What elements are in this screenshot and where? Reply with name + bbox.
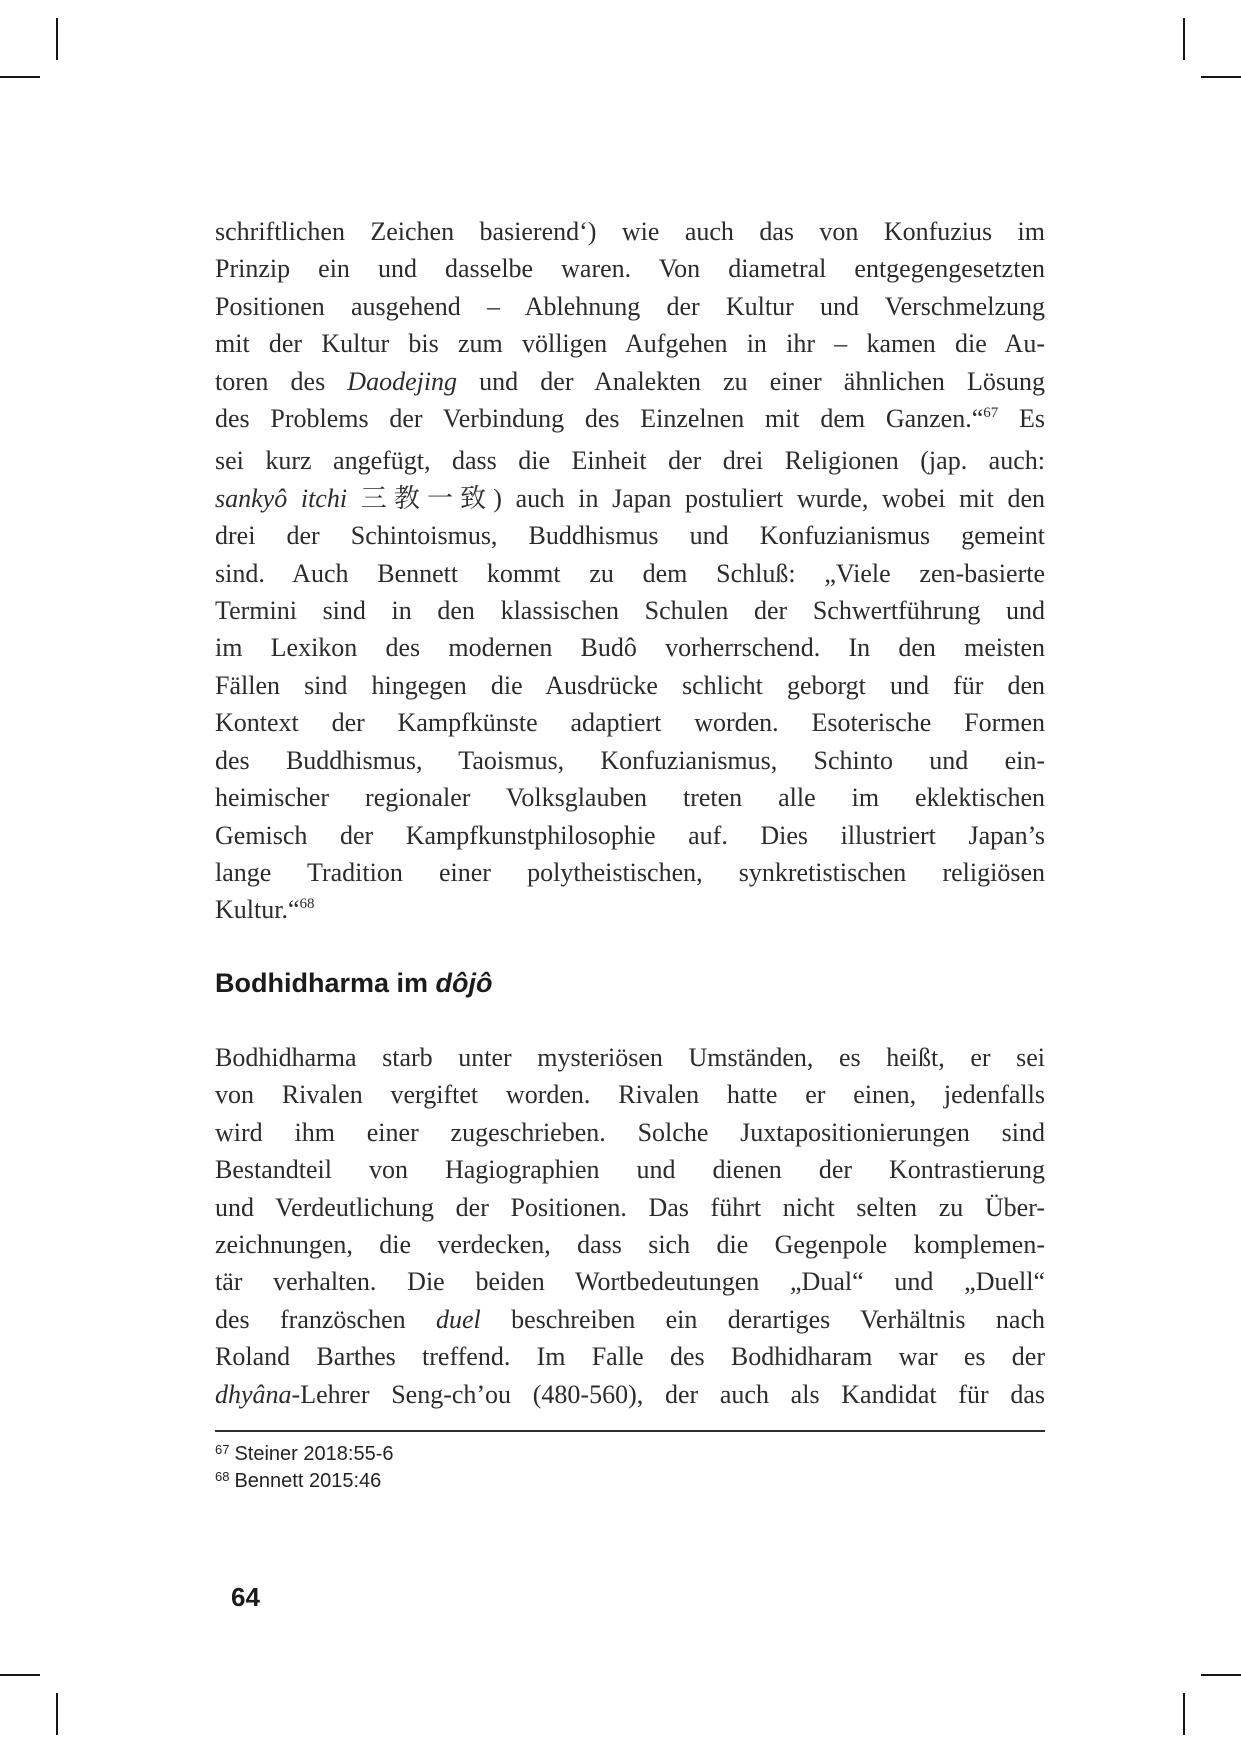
- text-line: [215, 1151, 1045, 1188]
- text-segment: des Buddhismus, Taoismus, Konfuzianismus, Schinto und ein-: [215, 745, 1045, 775]
- text-segment: Bodhidharma im: [215, 968, 436, 998]
- text-segment: 三教一致) auch in Japan postuliert wurde, wobei mit den: [347, 483, 1045, 513]
- text-line: [215, 817, 1045, 854]
- text-segment: im Lexikon des modernen Budô vorherrschend. In den meisten: [215, 633, 1045, 663]
- body-paragraph-1: [215, 213, 1045, 934]
- section-heading: [215, 966, 493, 1000]
- text-segment: Roland Barthes treffend. Im Falle des Bodhidharam war es der: [215, 1342, 1045, 1372]
- crop-mark-bottom-right-horizontal: [1201, 1674, 1241, 1676]
- text-segment: von Rivalen vergiftet worden. Rivalen hatte er einen, jedenfalls: [215, 1080, 1045, 1110]
- text-segment: sind. Auch Bennett kommt zu dem Schluß: „Viele zen-basierte: [215, 558, 1045, 588]
- text-segment: Prinzip ein und dasselbe waren. Von diametral entgegengesetzten: [215, 254, 1045, 284]
- text-segment: Bodhidharma starb unter mysteriösen Umständen, es heißt, er sei: [215, 1043, 1045, 1072]
- text-segment: Daodejing: [347, 366, 458, 396]
- text-line: [215, 555, 1045, 592]
- text-segment: mit der Kultur bis zum völligen Aufgehen in ihr – kamen die Au-: [215, 329, 1045, 359]
- text-segment: schriftlichen Zeichen basierend‘) wie auch das von Konfuzius im: [215, 217, 1045, 246]
- footnote-reference: 67: [983, 405, 999, 422]
- text-line: [215, 1338, 1045, 1375]
- text-line: [215, 1226, 1045, 1263]
- text-line: [215, 1301, 1045, 1338]
- text-segment: sei kurz angefügt, dass die Einheit der drei Religionen (jap. auch:: [215, 446, 1045, 476]
- text-segment: sankyô itchi: [215, 483, 348, 513]
- text-line: [215, 480, 1045, 517]
- crop-mark-top-left-vertical: [56, 18, 58, 60]
- text-segment: zeichnungen, die verdecken, dass sich die Gegenpole komplemen-: [215, 1230, 1045, 1260]
- text-segment: und Verdeutlichung der Positionen. Das führt nicht selten zu Über-: [215, 1192, 1045, 1222]
- text-line: [215, 1376, 1045, 1413]
- footnote-reference: 68: [299, 896, 315, 913]
- text-line: [215, 592, 1045, 629]
- text-segment: lange Tradition einer polytheistischen, synkretistischen religiösen: [215, 857, 1045, 887]
- footnotes: [215, 1442, 1045, 1495]
- footnote-text: Steiner 2018:55-6: [234, 1443, 394, 1465]
- text-segment: beschreiben ein derartiges Verhältnis nach: [480, 1304, 1045, 1334]
- text-segment: Termini sind in den klassischen Schulen der Schwertführung und: [215, 596, 1045, 626]
- text-segment: Es: [998, 404, 1046, 434]
- text-segment: tär verhalten. Die beiden Wortbedeutungen „Dual“ und „Duell“: [215, 1267, 1045, 1297]
- text-segment: Kontext der Kampfkünste adaptiert worden. Esoterische Formen: [215, 708, 1045, 738]
- text-segment: Gemisch der Kampfkunstphilosophie auf. Dies illustriert Japan’s: [215, 820, 1045, 850]
- text-line: [215, 250, 1045, 287]
- text-segment: des französchen: [215, 1304, 436, 1334]
- crop-mark-bottom-right-vertical: [1183, 1693, 1185, 1735]
- footnote-separator-rule: [215, 1430, 1045, 1432]
- footnote-item: [215, 1442, 1045, 1469]
- footnote-marker: 67: [215, 1442, 230, 1457]
- page-number: 64: [231, 1582, 260, 1612]
- text-segment: und der Analekten zu einer ähnlichen Lösung: [457, 366, 1045, 396]
- text-line: [215, 1114, 1045, 1151]
- text-line: [215, 667, 1045, 704]
- text-line: [215, 363, 1045, 400]
- text-line: [215, 779, 1045, 816]
- text-segment: -Lehrer Seng-ch’ou (480-560), der auch als Kandidat für das: [291, 1379, 1045, 1409]
- text-segment: Positionen ausgehend – Ablehnung der Kultur und Verschmelzung: [215, 291, 1045, 321]
- text-line: [215, 1263, 1045, 1300]
- text-line: [215, 1039, 1045, 1076]
- text-line: [215, 1076, 1045, 1113]
- text-line: [215, 288, 1045, 325]
- text-line: [215, 213, 1045, 250]
- text-line: [215, 442, 1045, 479]
- footnote-marker: 68: [215, 1468, 230, 1484]
- text-segment: Bestandteil von Hagiographien und dienen der Kontrastierung: [215, 1155, 1045, 1185]
- body-paragraph-2: [215, 1039, 1045, 1413]
- crop-mark-top-right-vertical: [1183, 18, 1185, 60]
- text-line: [215, 517, 1045, 554]
- crop-mark-bottom-left-horizontal: [0, 1674, 40, 1676]
- text-line: [215, 891, 1045, 933]
- crop-mark-top-left-horizontal: [0, 76, 40, 78]
- text-line: [215, 400, 1045, 442]
- text-line: [215, 1189, 1045, 1226]
- crop-mark-bottom-left-vertical: [56, 1693, 58, 1735]
- footnote-text: Bennett 2015:46: [234, 1469, 382, 1492]
- text-segment: des Problems der Verbindung des Einzelnen mit dem Ganzen.“: [215, 404, 984, 434]
- footnote-item: [215, 1469, 1045, 1496]
- text-segment: Kultur.“: [215, 895, 300, 925]
- text-segment: Fällen sind hingegen die Ausdrücke schlicht geborgt und für den: [215, 670, 1045, 700]
- text-line: [215, 325, 1045, 362]
- text-segment: wird ihm einer zugeschrieben. Solche Juxtapositionierungen sind: [215, 1117, 1045, 1147]
- crop-mark-top-right-horizontal: [1201, 76, 1241, 78]
- text-segment: drei der Schintoismus, Buddhismus und Konfuzianismus gemeint: [215, 521, 1045, 551]
- text-segment: dôjô: [435, 968, 493, 998]
- text-line: [215, 704, 1045, 741]
- text-line: [215, 742, 1045, 779]
- text-segment: toren des: [215, 366, 348, 396]
- text-line: [215, 854, 1045, 891]
- text-segment: duel: [435, 1304, 481, 1334]
- text-segment: dhyâna: [215, 1379, 292, 1409]
- text-segment: heimischer regionaler Volksglauben treten alle im eklektischen: [215, 783, 1045, 813]
- text-line: [215, 629, 1045, 666]
